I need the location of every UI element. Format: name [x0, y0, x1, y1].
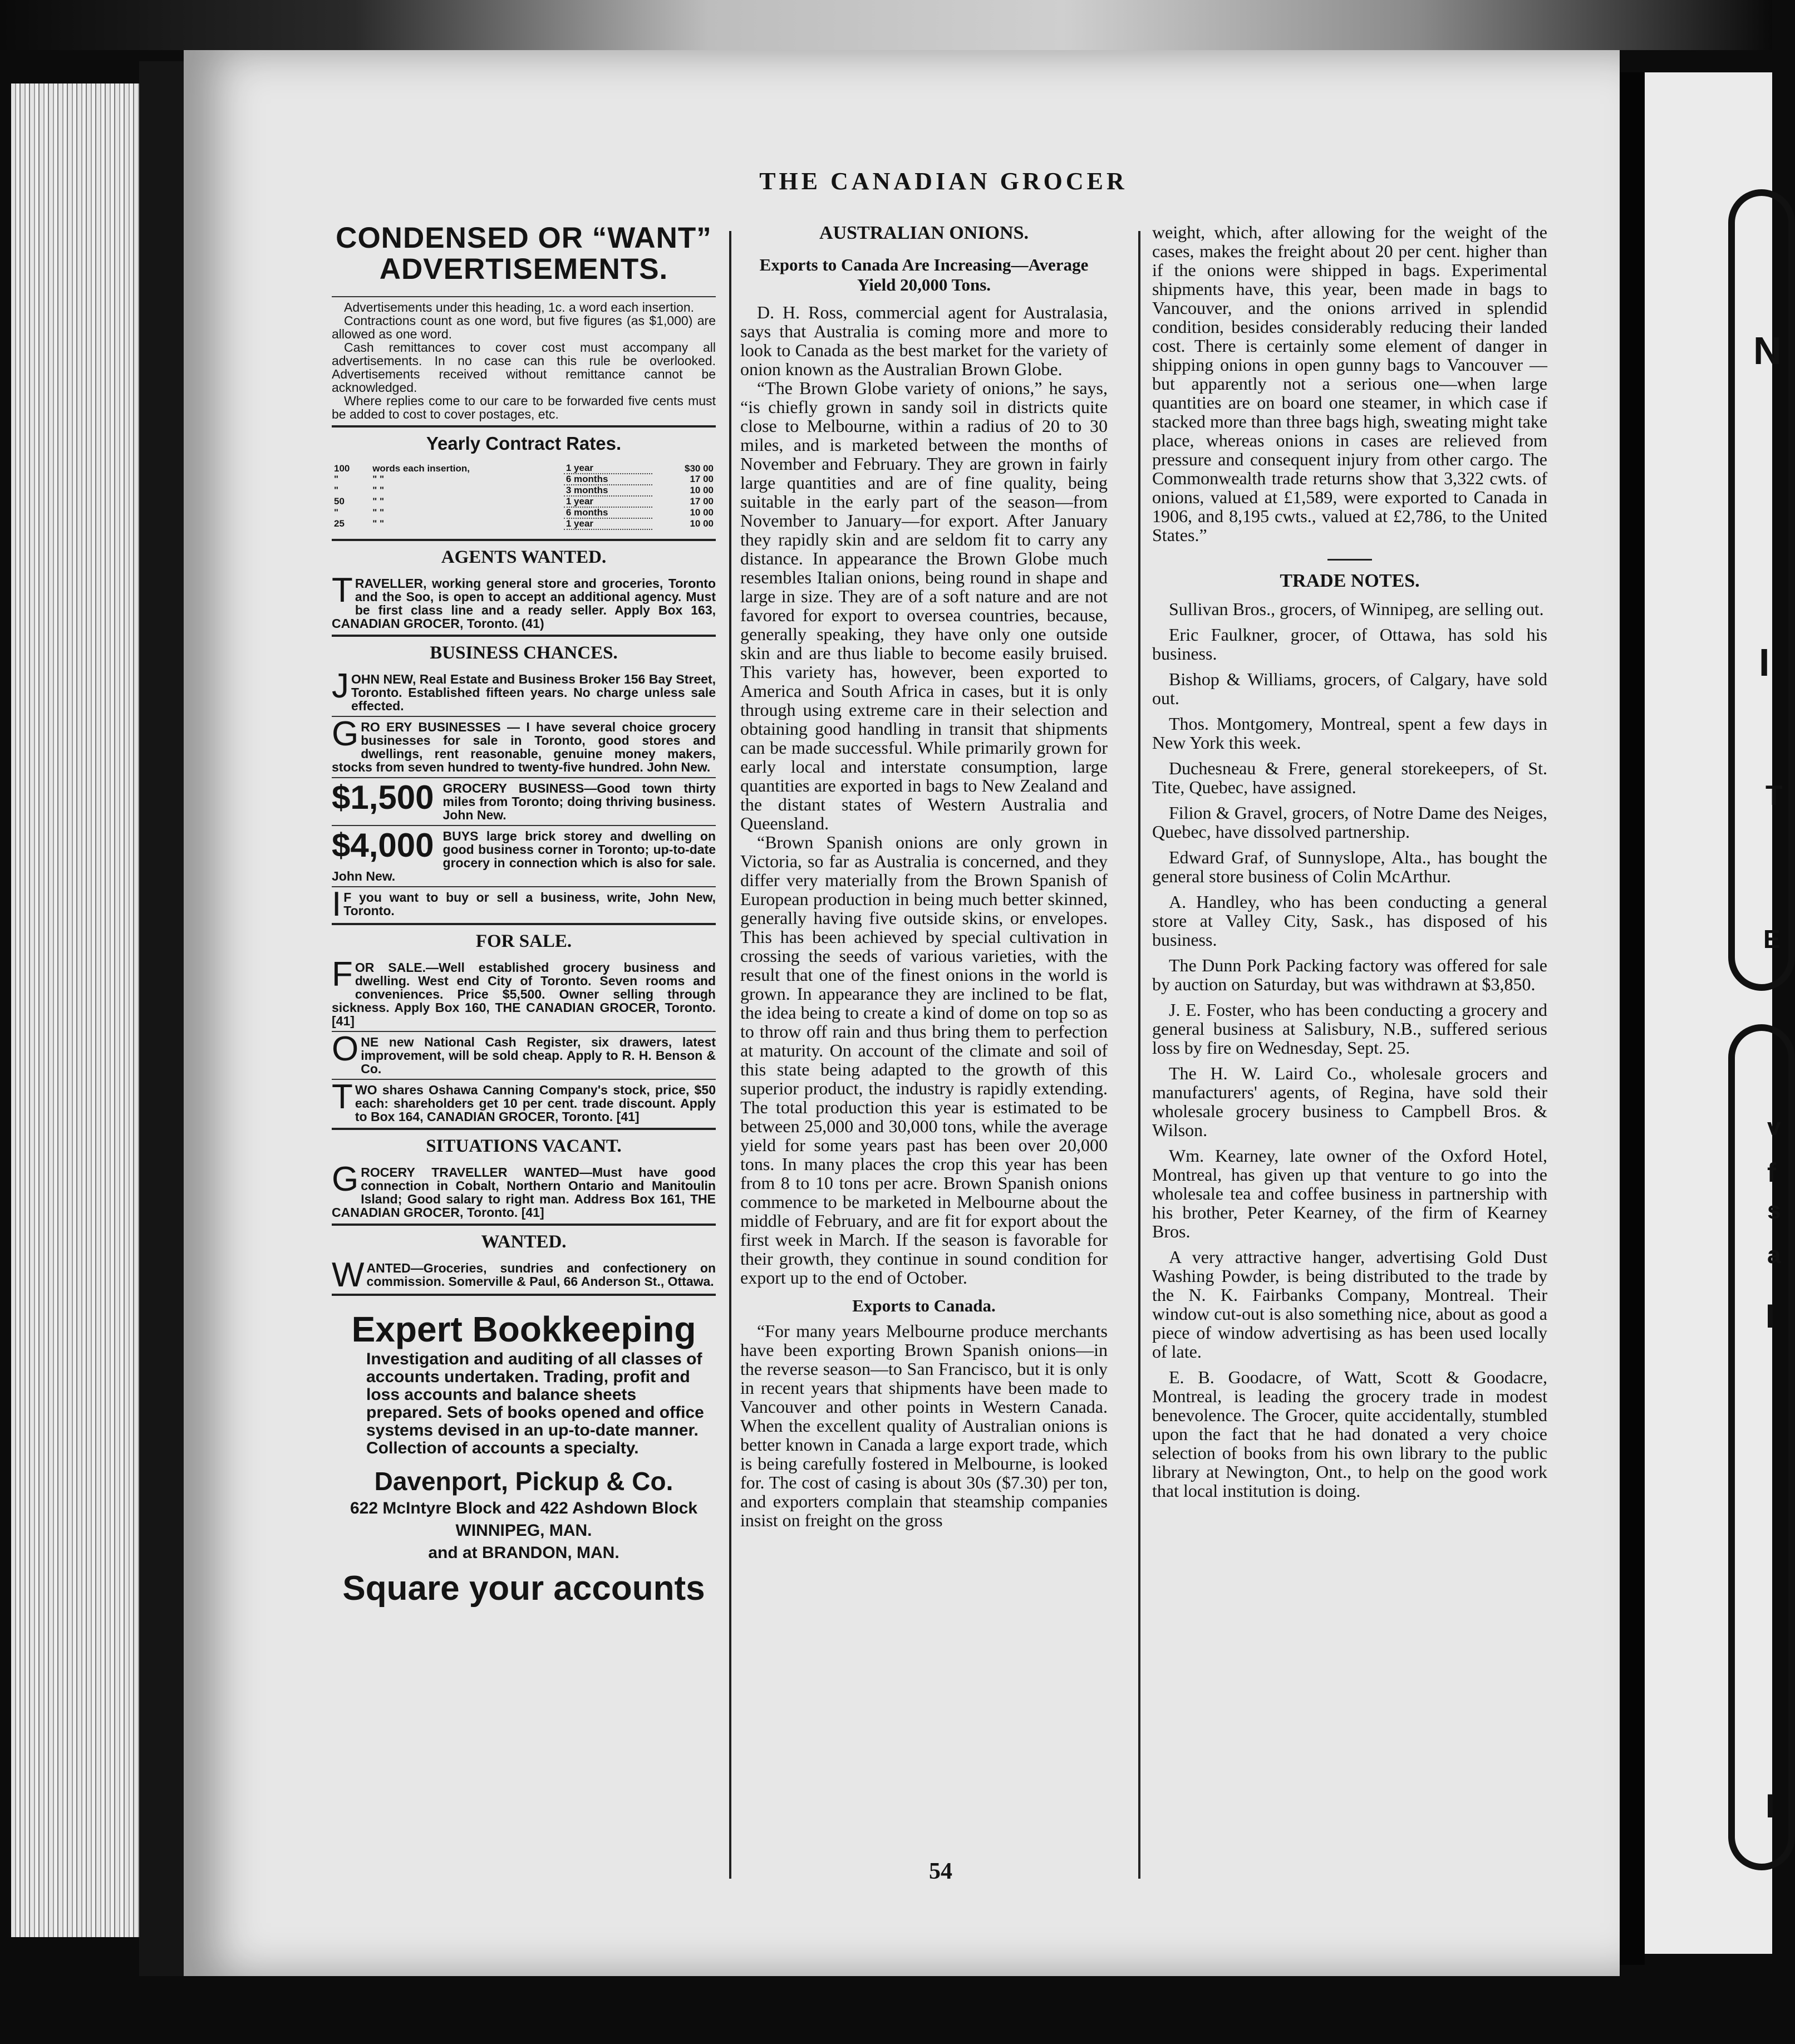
trade-note: The Dunn Pork Packing factory was offered for sale by auction on Saturday, but was withdrawn at $3,850. — [1152, 955, 1547, 994]
drop-cap: O — [332, 1030, 359, 1068]
rate-price: $30 00 — [685, 463, 714, 474]
next-page-glyph: I — [1766, 1787, 1775, 1825]
classified-rules — [332, 301, 716, 421]
rate-row — [332, 507, 716, 518]
rate-term: 1 year — [564, 518, 652, 529]
article-subheadline: Exports to Canada Are Increasing—Average Yield 20,000 Tons. — [759, 255, 1089, 294]
rate-desc: words each insertion, — [372, 463, 470, 474]
trade-note: Filion & Gravel, grocers, of Notre Dame des Neiges, Quebec, have dissolved partnership. — [1152, 803, 1547, 842]
gutter — [1620, 72, 1645, 1965]
divider — [332, 1079, 716, 1080]
rate-desc: " " — [372, 507, 385, 518]
rate-price: 10 00 — [690, 518, 714, 529]
ad-text: ROCERY TRAVELLER WANTED—Must have good connection in Cobalt, Northern Ontario and Manitoulin Island; Good salary to right man. Address Box 161, THE CANADIAN GROCER, Toronto. [41] — [332, 1165, 716, 1220]
divider — [332, 425, 716, 428]
ad-text: OR SALE.—Well established grocery business and dwelling. West end City of Toronto. Seven rooms and conveniences. Price $5,500. Owner selling through sickness. Apply Box 160, THE CANADIAN GROCER, Toronto. [41] — [332, 960, 716, 1028]
rate-desc: " " — [372, 496, 385, 507]
rate-desc: " " — [372, 518, 385, 529]
drop-cap: W — [332, 1256, 365, 1294]
book-spine — [139, 61, 184, 1976]
rate-term: 1 year — [564, 496, 652, 507]
rate-term: 3 months — [564, 485, 652, 496]
ad-headline: Expert Bookkeeping — [351, 1309, 696, 1349]
ad-address: 622 McIntyre Block and 422 Ashdown Block — [350, 1499, 698, 1517]
running-head: THE CANADIAN GROCER — [759, 168, 1128, 195]
trade-note: A very attractive hanger, advertising Gold Dust Washing Powder, is being distributed to the trade by the N. K. Fairbanks Company, Montreal. Their window cut-out is also something nice, about as good a piece of window advertising as has been used locally of late. — [1152, 1247, 1547, 1362]
trade-note: Sullivan Bros., grocers, of Winnipeg, are selling out. — [1169, 599, 1544, 619]
article-headline: AUSTRALIAN ONIONS. — [819, 223, 1029, 243]
article-continuation — [1152, 223, 1547, 544]
rate-words: " — [334, 474, 339, 484]
rates-table — [332, 463, 716, 530]
article-body — [740, 1321, 1108, 1530]
bookkeeping-ad — [332, 1308, 716, 1609]
next-page-box-bottom — [1728, 1024, 1795, 1870]
drop-cap: J — [332, 667, 349, 705]
ad-body: Investigation and auditing of all classes of accounts undertaken. Trading, profit and loss accounts and balance sheets prepared. Sets of books opened and office systems devised in an up-to-date manner. Collection of accounts a specialty. — [366, 1350, 704, 1457]
agents-ad — [332, 571, 716, 631]
next-page-glyph: T — [1766, 780, 1783, 811]
rate-words: 100 — [334, 463, 350, 474]
trade-note: A. Handley, who has been conducting a general store at Valley City, Sask., has disposed of his business. — [1152, 892, 1547, 950]
trade-note: The H. W. Laird Co., wholesale grocers and manufacturers' agents, of Regina, have sold their wholesale grocery business to Campbell Bros. & Wilson. — [1152, 1063, 1547, 1140]
article-body — [740, 303, 1108, 1287]
business-heading: BUSINESS CHANCES. — [430, 643, 618, 663]
business-ad — [332, 885, 716, 923]
rate-term: 1 year — [564, 463, 652, 474]
ad-city: WINNIPEG, MAN. — [455, 1521, 592, 1540]
ad-text: ANTED—Groceries, sundries and confectionery on commission. Somerville & Paul, 66 Anderson St., Ottawa. — [366, 1261, 716, 1289]
ad-firm: Davenport, Pickup & Co. — [374, 1467, 673, 1496]
next-page-glyph: E — [1763, 925, 1781, 954]
agents-heading: AGENTS WANTED. — [441, 547, 607, 567]
drop-cap: I — [332, 885, 342, 923]
next-page-glyph: I — [1759, 641, 1770, 684]
ad-text: GROCERY BUSINESS—Good town thirty miles from Toronto; doing thriving business. John New. — [442, 781, 716, 822]
next-page-glyph: s — [1767, 1197, 1781, 1224]
column-rule — [729, 231, 731, 1879]
column-rule — [1138, 231, 1140, 1879]
rule-text: Advertisements under this heading, 1c. a word each insertion. — [344, 300, 695, 315]
rate-price: 17 00 — [690, 474, 714, 484]
trade-note: J. E. Foster, who has been conducting a grocery and general business at Salisbury, N.B., suffered serious loss by fire on Wednesday, Sept. 25. — [1152, 1000, 1547, 1058]
ad-text: BUYS large brick storey and dwelling on good business corner in Toronto; up-to-date grocery in connection which is also for sale. John New. — [332, 829, 716, 883]
next-page-glyph: v — [1767, 1113, 1781, 1141]
business-ad — [332, 715, 716, 774]
divider — [332, 296, 716, 297]
ad-city-2: and at BRANDON, MAN. — [428, 1544, 619, 1562]
ad-price: $4,000 — [332, 827, 434, 864]
trade-note: Wm. Kearney, late owner of the Oxford Hotel, Montreal, has given up that venture to go into the wholesale tea and coffee business in partnership with his brother, Peter Kearney, of the firm of Kearney Bros. — [1152, 1146, 1547, 1241]
divider — [332, 539, 716, 541]
rate-price: 17 00 — [690, 496, 714, 507]
forsale-ad — [332, 1030, 716, 1076]
next-page-glyph: a — [1767, 1241, 1781, 1269]
divider — [332, 1224, 716, 1226]
divider — [332, 777, 716, 778]
drop-cap: T — [332, 1078, 353, 1116]
situations-heading: SITUATIONS VACANT. — [426, 1136, 622, 1156]
rate-words: 25 — [334, 518, 345, 529]
book-top-edge — [0, 0, 1772, 50]
rate-term: 6 months — [564, 474, 652, 485]
divider — [332, 923, 716, 925]
article-column — [740, 223, 1108, 1530]
ad-text: OHN NEW, Real Estate and Business Broker 156 Bay Street, Toronto. Established fifteen years. No charge unless sale effected. — [351, 672, 716, 713]
business-ad — [332, 779, 716, 822]
rule-text: Contractions count as one word, but five figures (as $1,000) are allowed as one word. — [332, 313, 716, 341]
next-page-box-top — [1728, 189, 1795, 991]
divider — [332, 635, 716, 637]
rate-words: " — [334, 485, 339, 495]
wanted-heading: WANTED. — [481, 1232, 567, 1252]
trade-note: Thos. Montgomery, Montreal, spent a few days in New York this week. — [1152, 714, 1547, 753]
forsale-ad — [332, 955, 716, 1028]
next-page-glyph: N — [1753, 329, 1782, 372]
rule-text: Cash remittances to cover cost must accompany all advertisements. In no case can this rule be overlooked. Advertisements received without remittance cannot be acknowledged. — [332, 340, 716, 395]
trade-note: Eric Faulkner, grocer, of Ottawa, has sold his business. — [1152, 625, 1547, 664]
trade-note: Bishop & Williams, grocers, of Calgary, have sold out. — [1152, 669, 1547, 708]
rate-price: 10 00 — [690, 485, 714, 495]
ad-text: NE new National Cash Register, six drawers, latest improvement, will be sold cheap. Apply to R. H. Benson & Co. — [361, 1035, 716, 1076]
drop-cap: F — [332, 955, 353, 994]
ad-slogan: Square your accounts — [342, 1569, 705, 1608]
article-paragraph: “Brown Spanish onions are only grown in Victoria, so far as Australia is concerned, and they differ very materially from the Brown Spanish of European production in being much better skinned, generally having five outside skins, or envelopes. This has been achieved by special cultivation in crossing the seeds of various varieties, with the result that one of the finest onions in the world is grown. In appearance they are inclined to be flat, the idea being to create a kind of dome on top so as to throw off rain and thus bring them to perfection at maturity. On account of the climate and soil of this state being adapted to the growth of this superior product, the industry is rapidly extending. The total production this year is estimated to be between 25,000 and 30,000 tons, while the average yield for some years past has been over 20,000 tons. In many places the crop this year has been from 8 to 10 tons per acre. Brown Spanish onions commence to be marketed in Melbourne about the middle of February, and are fit for export about the first week in March. If the season is favorable for their growth, they continue in sound condition for export up to the end of October. — [740, 832, 1108, 1288]
classifieds-title-line2: ADVERTISEMENTS. — [379, 253, 668, 286]
rate-row — [332, 463, 716, 474]
article-paragraph: weight, which, after allowing for the weight of the cases, makes the freight about 20 per cent. higher than if the onions were shipped in bags. Experimental shipments have, this year, been made in bags to Vancouver, and the onions arrived in splendid condition, besides considerably reducing their landed cost. There is certainly some element of danger in shipping onions in open gunny bags to Vancouver — but apparently not a serious one—when large quantities are on board one steamer, in which case if stacked more than three bags high, sweating might take place, whereas onions in cases are relieved from pressure and consequent injury from other cargo. The Commonwealth trade returns show that 3,322 cwts. of onions, valued at £1,589, were exported to Canada in 1906, and 8,195 cwts., valued at £2,786, to the United States.” — [1152, 222, 1548, 545]
rate-row — [332, 474, 716, 485]
rate-desc: " " — [372, 474, 385, 484]
rate-row — [332, 485, 716, 496]
rate-desc: " " — [372, 485, 385, 495]
page-stack-edges — [11, 83, 139, 1937]
classified-column — [332, 223, 716, 1609]
rule-text: Where replies come to our care to be forwarded five cents must be added to cost to cover postages, etc. — [332, 394, 716, 421]
notes-column — [1152, 223, 1547, 1507]
classifieds-title — [332, 223, 716, 285]
drop-cap: T — [332, 571, 353, 610]
rates-heading: Yearly Contract Rates. — [426, 433, 622, 454]
forsale-ad — [332, 1078, 716, 1124]
next-page-glyph: f — [1767, 1158, 1776, 1188]
divider — [332, 825, 716, 826]
rate-row — [332, 518, 716, 529]
article-paragraph: D. H. Ross, commercial agent for Australasia, says that Australia is coming more and more to look to Canada as the best market for the variety of onion known as the Australian Brown Globe. — [740, 302, 1108, 379]
divider — [332, 1128, 716, 1130]
trade-notes-heading: TRADE NOTES. — [1280, 571, 1420, 591]
trade-note: Duchesneau & Frere, general storekeepers, of St. Tite, Quebec, have assigned. — [1152, 758, 1547, 797]
article-paragraph: “The Brown Globe variety of onions,” he says, “is chiefly grown in sandy soil in districts quite close to Melbourne, within a radius of 20 to 30 miles, and is marketed between the months of November and February. They are grown in fairly large quantities and are of fine quality, being suitable in the early part of the season—from November to January—for export. After January they rapidly skin and are seldom fit to carry any distance. In appearance the Brown Globe much resembles Italian onions, being round in shape and large in size. They are of a soft nature and are not favored for export to oversea countries, because, generally speaking, they have only one outside skin and are thus liable to become easily bruised. This variety has, however, been exported to America and South Africa in cases, but it is only through using extreme care in their selection and obtaining good handling in transit that shipments can be made successful. While primarily grown for early local and interstate consumption, large quantities are exported in bags to New Zealand and the distant states of Western Australia and Queensland. — [740, 378, 1108, 833]
trade-note: Edward Graf, of Sunnyslope, Alta., has bought the general store business of Colin McArthur. — [1152, 847, 1547, 886]
ad-text: RAVELLER, working general store and groceries, Toronto and the Soo, is open to accept an additional agency. Must be first class line and a ready seller. Apply Box 163, CANADIAN GROCER, Toronto. (41) — [332, 576, 716, 631]
situations-ad — [332, 1160, 716, 1220]
rate-words: " — [334, 507, 339, 518]
trade-note: E. B. Goodacre, of Watt, Scott & Goodacre, Montreal, is leading the grocery trade in modest benevolence. The Grocer, quite accidentally, stumbled upon the fact that he had donated a very choice selection of books from his own library to the public library at Newington, Ont., to help on the good work that local institution is doing. — [1152, 1367, 1547, 1501]
divider — [332, 1294, 716, 1296]
ad-text: WO shares Oshawa Canning Company's stock, price, $50 each: shareholders get 10 per cent. trade discount. Apply to Box 164, CANADIAN GROCER, Toronto. [41] — [355, 1083, 716, 1124]
rate-term: 6 months — [564, 507, 652, 518]
divider — [1327, 559, 1372, 561]
business-ad — [332, 667, 716, 713]
article-section-heading: Exports to Canada. — [852, 1296, 996, 1315]
divider — [332, 1031, 716, 1032]
page-number: 54 — [929, 1859, 952, 1884]
trade-notes — [1152, 600, 1547, 1500]
ad-text: F you want to buy or sell a business, write, John New, Toronto. — [343, 890, 716, 918]
wanted-ad — [332, 1256, 716, 1294]
ad-price: $1,500 — [332, 779, 434, 816]
divider — [332, 716, 716, 717]
article-paragraph: “For many years Melbourne produce merchants have been exporting Brown Spanish onions—in the reverse season—to San Francisco, but it is only in recent years that shipments have been made to Vancouver and other points in Western Canada. When the excellent quality of Australian onions is better known in Canada a large export trade, which is being carefully fostered in Melbourne, is looked for. The cost of casing is about 30s ($7.30) per ton, and exporters complain that steamship companies insist on freight on the gross — [740, 1321, 1108, 1530]
classifieds-title-line1: CONDENSED OR “WANT” — [336, 222, 712, 254]
next-page-glyph: I — [1766, 1298, 1775, 1335]
divider — [332, 886, 716, 887]
rate-row — [332, 496, 716, 507]
drop-cap: G — [332, 1160, 359, 1198]
forsale-heading: FOR SALE. — [475, 931, 572, 951]
drop-cap: G — [332, 715, 359, 753]
business-ad — [332, 829, 716, 883]
ad-text: RO ERY BUSINESSES — I have several choice grocery businesses for sale in Toronto, good stores and dwellings, rent reasonable, genuine money makers, stocks from seven hundred to twenty-five hundred. John New. — [332, 720, 716, 774]
rate-price: 10 00 — [690, 507, 714, 518]
rate-words: 50 — [334, 496, 345, 507]
